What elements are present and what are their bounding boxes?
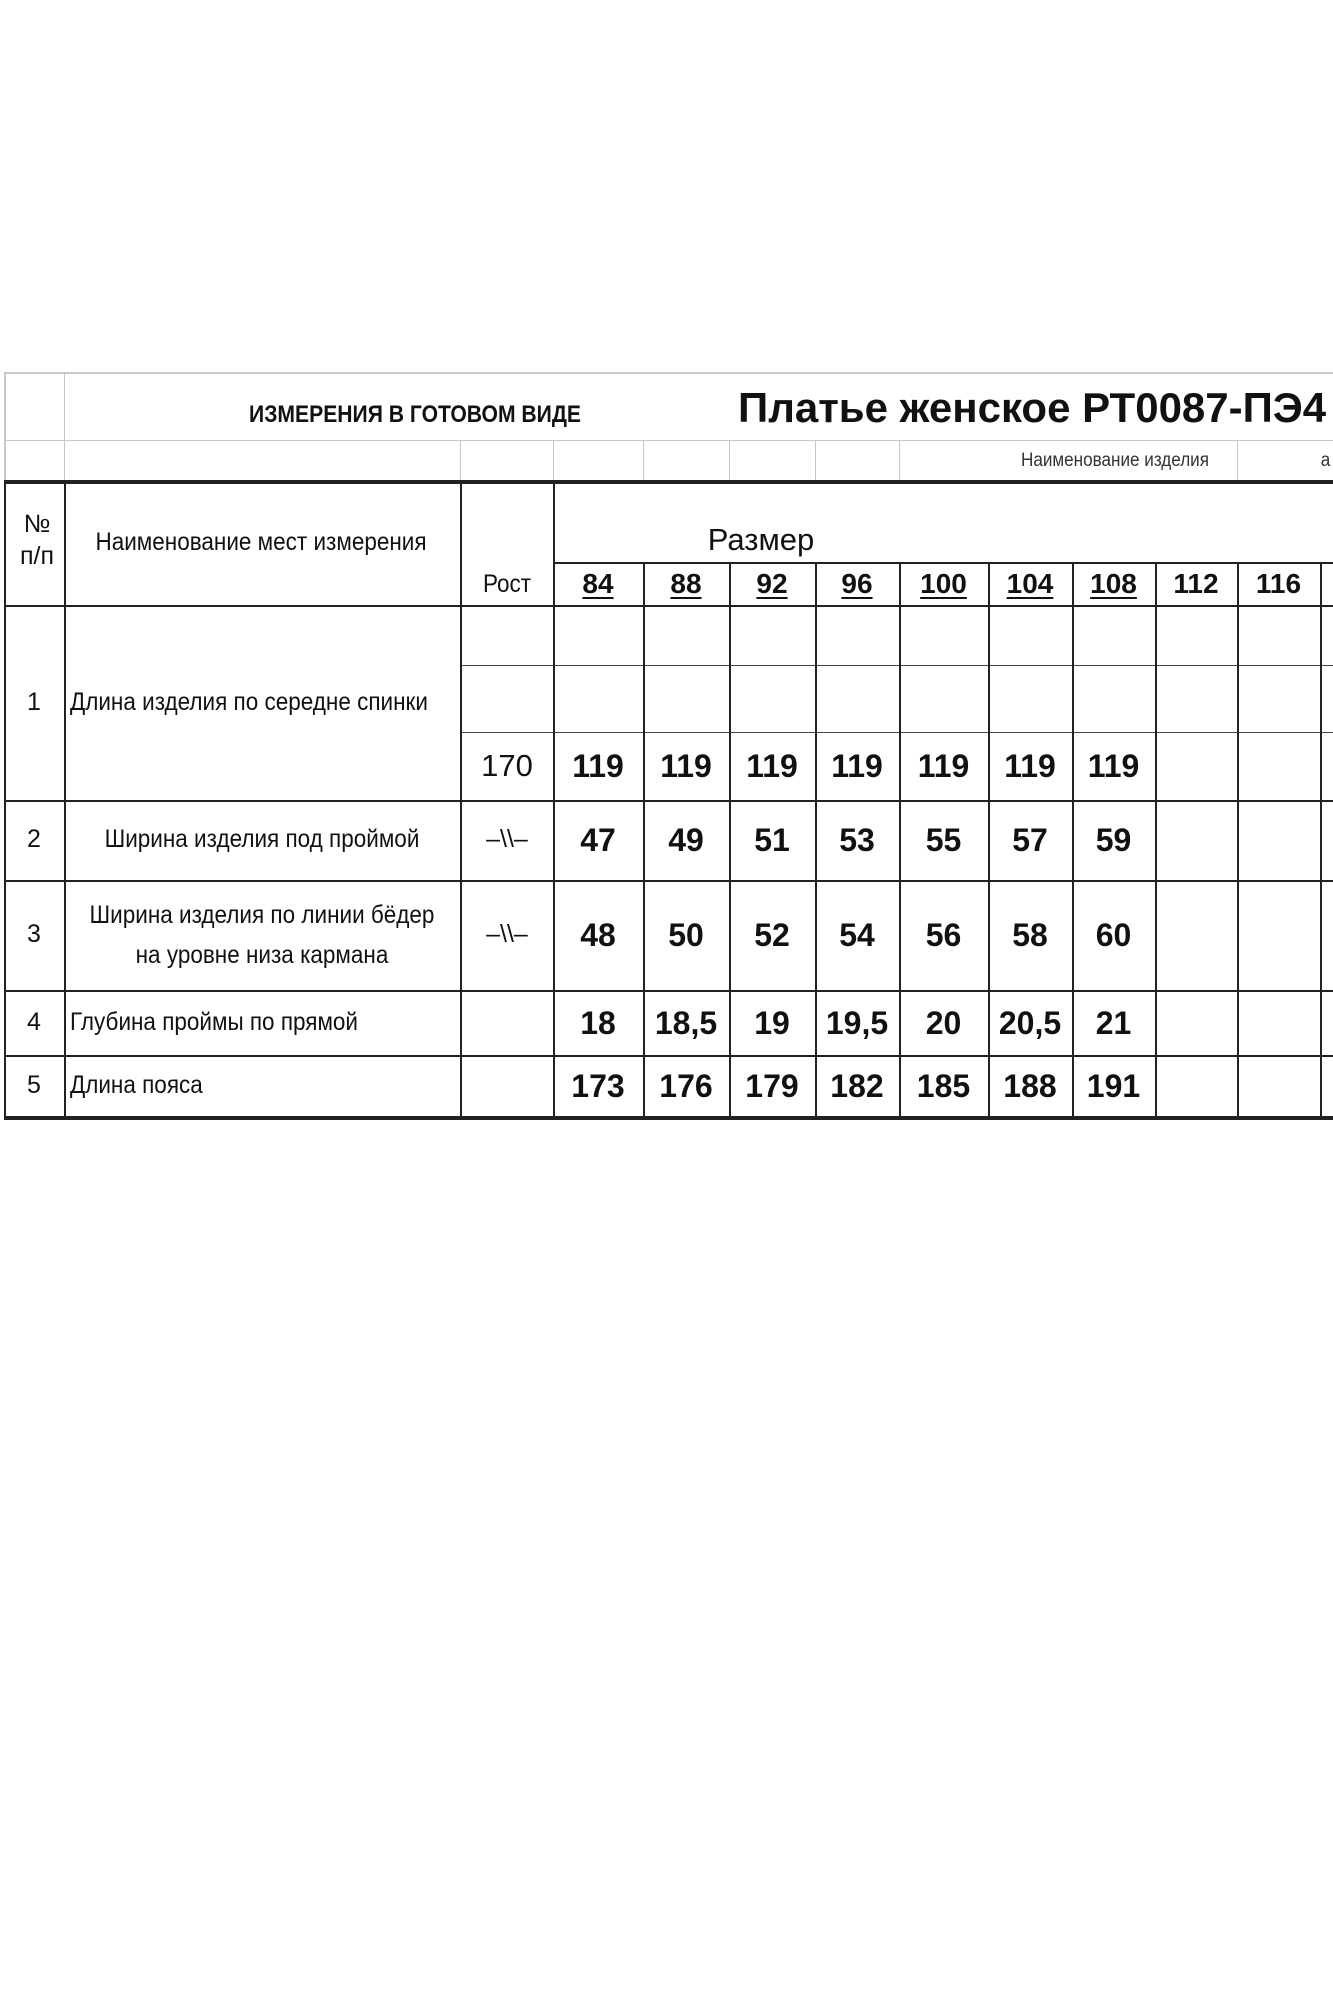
size-value: 18 — [580, 1004, 616, 1041]
size-value: 19 — [754, 1004, 790, 1041]
grid-vline — [815, 440, 816, 480]
grid-vline — [460, 440, 461, 480]
size-header-cell: 116 — [1255, 568, 1302, 599]
size-value: 185 — [916, 1067, 971, 1104]
measurements-title: ИЗМЕРЕНИЯ В ГОТОВОМ ВИДЕ — [249, 401, 581, 428]
measurement-name: Длина изделия по середне спинки — [70, 687, 428, 716]
grid-hline — [4, 372, 1333, 374]
size-header-cell: 108 — [1090, 568, 1137, 599]
size-value: 49 — [668, 822, 704, 858]
size-header-cell: 100 — [920, 568, 967, 599]
num-header: № п/п — [19, 509, 55, 570]
size-value: 48 — [580, 917, 616, 953]
size-value: 59 — [1095, 822, 1132, 858]
size-value: 119 — [831, 748, 883, 784]
row-number: 3 — [27, 920, 41, 949]
grid-vline — [729, 440, 730, 480]
size-value: 58 — [1012, 917, 1048, 953]
size-header-cell: 112 — [1173, 568, 1219, 599]
row-number: 2 — [27, 825, 41, 854]
size-value: 60 — [1095, 917, 1132, 953]
grid-vline — [64, 480, 66, 1116]
grid-vline — [1237, 562, 1239, 1116]
grid-vline — [4, 372, 6, 480]
product-caption: Наименование изделия — [1020, 450, 1210, 472]
size-header-cell: 84 — [582, 568, 614, 599]
size-value: 176 — [659, 1067, 713, 1104]
grid-vline — [64, 372, 65, 480]
rost-value: –\\– — [486, 825, 528, 854]
size-value: 188 — [1003, 1067, 1057, 1104]
size-value: 51 — [754, 822, 790, 858]
size-value: 50 — [668, 917, 704, 953]
size-value: 20,5 — [998, 1004, 1062, 1041]
measurement-name-line: Ширина изделия по линии бёдер — [89, 901, 435, 929]
grid-vline — [643, 440, 644, 480]
rost-value: –\\– — [486, 920, 528, 949]
grid-vline — [553, 440, 554, 480]
grid-vline — [1237, 440, 1238, 480]
row-number: 1 — [27, 687, 41, 716]
size-value: 56 — [925, 917, 962, 953]
size-value: 47 — [580, 822, 616, 858]
size-value: 54 — [839, 917, 875, 953]
size-value: 57 — [1012, 822, 1048, 858]
size-header-cell: 104 — [1006, 568, 1054, 599]
row-number: 5 — [27, 1070, 41, 1099]
size-value: 19,5 — [825, 1004, 889, 1041]
size-value: 55 — [925, 822, 962, 858]
size-value: 173 — [571, 1067, 625, 1104]
grid-vline — [1320, 562, 1322, 1116]
measurement-name: Длина пояса — [70, 1070, 203, 1099]
size-value: 179 — [745, 1067, 799, 1104]
size-header-cell: 88 — [670, 568, 702, 599]
size-value: 21 — [1095, 1004, 1132, 1041]
grid-vline — [899, 440, 900, 480]
size-value: 182 — [830, 1067, 884, 1104]
product-title: Платье женское РТ0087-ПЭ4 — [738, 383, 1327, 431]
rost-value: 170 — [481, 747, 533, 783]
size-header: Размер — [707, 521, 815, 557]
size-value: 18,5 — [654, 1004, 718, 1041]
size-value: 119 — [917, 748, 970, 784]
size-value: 119 — [572, 748, 624, 784]
size-value: 191 — [1086, 1067, 1141, 1104]
grid-hline — [4, 1116, 1333, 1120]
size-value: 20 — [925, 1004, 962, 1041]
measurement-name: Ширина изделия под проймой — [104, 825, 420, 854]
measurement-name: Глубина проймы по прямой — [70, 1007, 358, 1036]
size-value: 119 — [1004, 748, 1056, 784]
measurement-name — [86, 880, 439, 990]
size-value: 119 — [746, 748, 798, 784]
size-value: 119 — [1087, 748, 1140, 784]
measurement-name-line: на уровне низа кармана — [135, 941, 389, 969]
size-value: 119 — [660, 748, 712, 784]
grid-hline — [460, 665, 1333, 666]
size-header-cell: 92 — [756, 568, 788, 599]
edge-fragment: а — [1320, 450, 1331, 472]
name-header: Наименование мест измерения — [95, 528, 427, 557]
size-value: 53 — [839, 822, 875, 858]
row-number: 4 — [27, 1007, 41, 1036]
size-value: 52 — [754, 917, 790, 953]
grid-hline — [4, 440, 1333, 441]
rost-header: Рост — [482, 570, 532, 599]
grid-hline — [4, 480, 1333, 484]
size-header-cell: 96 — [841, 568, 873, 599]
grid-vline — [1155, 562, 1157, 1116]
